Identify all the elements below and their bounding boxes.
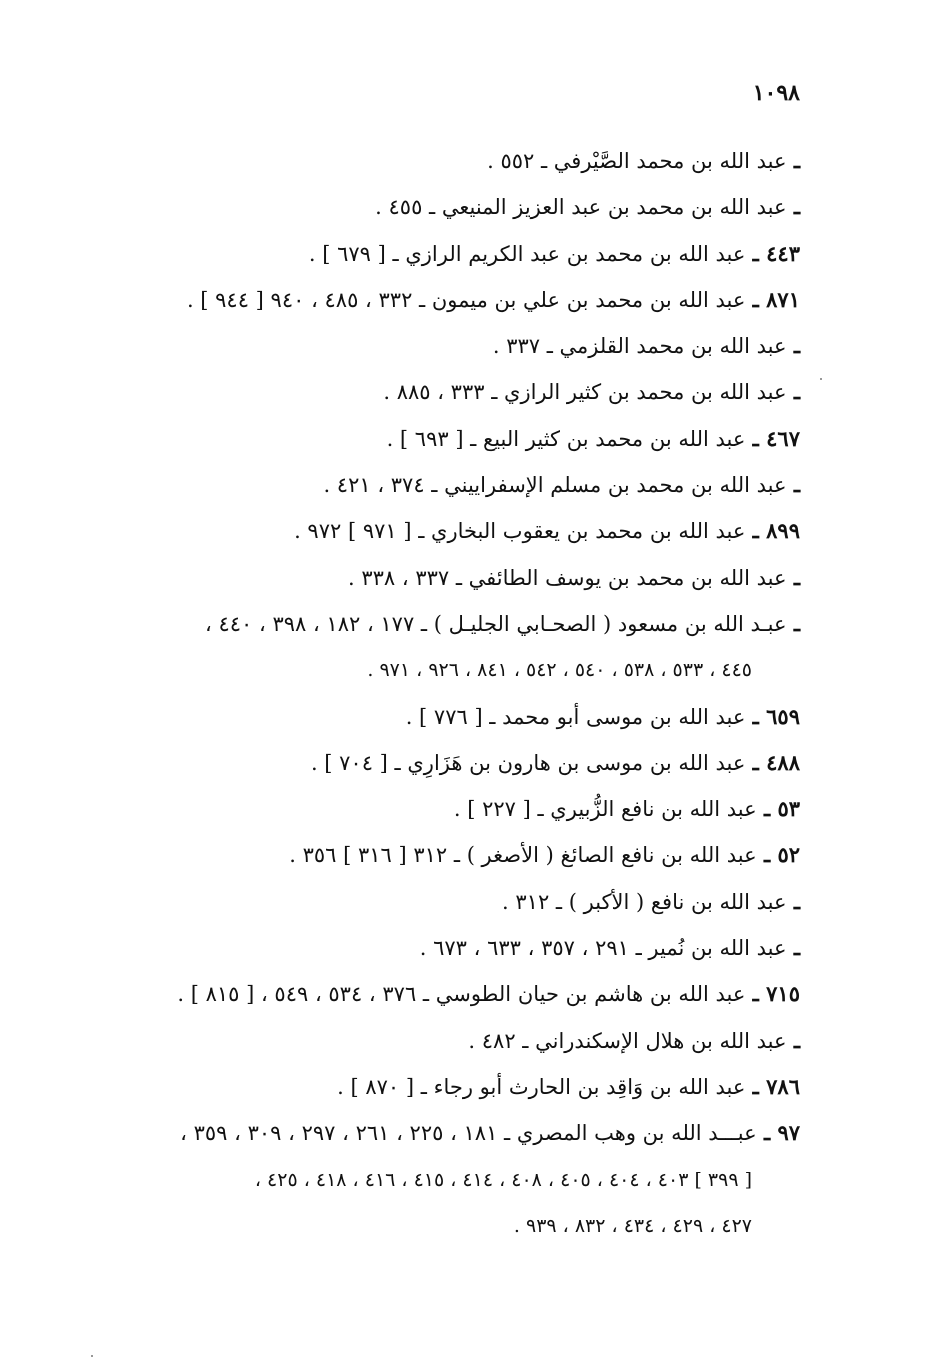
entry-first-line [100,1110,800,1156]
entry-separator: ـ [756,842,778,868]
index-entry [100,277,800,323]
entry-text: عبد الله بن نافع الصائغ ( الأصغر ) ـ ٣١٢ [ ٣١٦ ] ٣٥٦ . [289,843,757,868]
entry-separator: ـ [756,796,778,822]
entry-separator: ـ [745,240,767,266]
entry-first-line [100,184,800,230]
index-entry [100,832,800,878]
entry-separator: ـ [745,1073,767,1099]
entry-separator: ـ [745,703,767,729]
entry-text: عبد الله بن محمد بن عبد الكريم الرازي ـ [ ٦٧٩ ] . [308,241,746,266]
entry-first-line [100,832,800,878]
entry-text: عبد الله بن محمد بن مسلم الإسفراييني ـ ٣٧٤ ، ٤٢١ . [323,473,787,498]
entry-separator: ـ [786,1027,800,1053]
index-entry [100,138,800,184]
entry-text: عبد الله بن وَاقِد بن الحارث أبو رجاء ـ [ ٨٧٠ ] . [337,1074,746,1099]
index-entries-list [100,138,800,1249]
entry-text: عبد الله بن نُمير ـ ٢٩١ ، ٣٥٧ ، ٦٣٣ ، ٦٧٣ . [419,936,787,961]
entry-number: ٨٧١ [766,286,800,312]
entry-first-line [100,555,800,601]
entry-text: عبد الله بن محمد بن كثير البيع ـ [ ٦٩٣ ] . [386,426,746,451]
entry-first-line [100,925,800,971]
entry-text: عبد الله بن محمد الصَّيْرفي ـ ٥٥٢ . [487,149,787,173]
entry-separator: ـ [745,518,767,544]
entry-text: عبد الله بن محمد بن كثير الرازي ـ ٣٣٣ ، ٨٨٥ . [383,380,787,405]
index-entry [100,555,800,601]
entry-separator: ـ [745,981,767,1007]
index-entry [100,1110,800,1249]
page-number: ١٠٩٨ [752,80,800,106]
entry-first-line [100,971,800,1017]
entry-number: ٤٤٣ [766,240,800,266]
entry-text: عبـد الله بن مسعود ( الصحـابي الجليـل ) ـ ١٧٧ ، ١٨٢ ، ٣٩٨ ، ٤٤٠ ، [205,611,787,636]
entry-separator: ـ [786,194,800,220]
entry-text: عبد الله بن هلال الإسكندراني ـ ٤٨٢ . [468,1028,787,1053]
entry-separator: ـ [786,379,800,405]
index-entry [100,323,800,369]
index-entry [100,786,800,832]
entry-separator: ـ [745,286,767,312]
entry-first-line [100,1018,800,1064]
entry-separator: ـ [786,888,800,914]
entry-first-line [100,879,800,925]
entry-text: عبد الله بن محمد بن يوسف الطائفي ـ ٣٣٧ ، ٣٣٨ . [347,565,787,590]
index-entry [100,369,800,415]
entry-first-line [100,786,800,832]
entry-text: [ ٣٩٩ ] ٤٠٣ ، ٤٠٤ ، ٤٠٥ ، ٤٠٨ ، ٤١٤ ، ٤١٥ ، ٤١٦ ، ٤١٨ ، ٤٢٥ ، [254,1168,752,1191]
entry-text: عبد الله بن هاشم بن حيان الطوسي ـ ٣٧٦ ، ٥٣٤ ، ٥٤٩ ، [ ٨١٥ ] . [177,982,746,1007]
entry-number: ٧٨٦ [766,1073,800,1099]
index-entry [100,462,800,508]
entry-text: عبد الله بن موسى بن هارون بن هَزَارِي ـ [ ٧٠٤ ] . [310,750,746,775]
entry-separator: ـ [786,148,800,173]
entry-number: ٤٨٨ [766,749,800,775]
entry-first-line [100,601,800,647]
entry-number: ٦٥٩ [766,703,800,729]
entry-number: ٥٣ [777,796,800,822]
entry-number: ٨٩٩ [766,518,800,544]
scan-speck [91,1355,93,1357]
index-entry [100,925,800,971]
index-entry [100,1018,800,1064]
entry-first-line [100,277,800,323]
entry-separator: ـ [786,935,800,961]
entry-number: ٤٦٧ [766,425,800,451]
index-entry [100,740,800,786]
entry-first-line [100,508,800,554]
entry-separator: ـ [786,610,800,636]
entry-text: عبد الله بن نافع الزُّبيري ـ [ ٢٢٧ ] . [453,797,757,822]
entry-separator: ـ [786,472,800,498]
index-entry [100,184,800,230]
index-entry [100,879,800,925]
index-entry [100,971,800,1017]
entry-separator: ـ [745,425,767,451]
entry-text: عبـــد الله بن وهب المصري ـ ١٨١ ، ٢٢٥ ، ٢٦١ ، ٢٩٧ ، ٣٠٩ ، ٣٥٩ ، [180,1121,757,1146]
entry-text: عبد الله بن محمد القلزمي ـ ٣٣٧ . [492,334,787,359]
index-entry [100,1064,800,1110]
index-entry [100,601,800,694]
entry-first-line [100,740,800,786]
entry-first-line [100,694,800,740]
entry-continuation-line [100,1157,800,1203]
entry-first-line [100,369,800,415]
entry-continuation-line [100,1203,800,1249]
entry-first-line [100,416,800,462]
index-entry [100,416,800,462]
entry-continuation-line [100,647,800,693]
index-entry [100,694,800,740]
entry-text: عبد الله بن نافع ( الأكبر ) ـ ٣١٢ . [502,889,787,914]
entry-text: عبد الله بن محمد بن عبد العزيز المنيعي ـ ٤٥٥ . [375,195,787,220]
entry-number: ٥٢ [777,842,800,868]
entry-separator: ـ [786,564,800,590]
entry-text: عبد الله بن موسى أبو محمد ـ [ ٧٧٦ ] . [405,704,746,729]
entry-first-line [100,138,800,184]
entry-text: ٤٤٥ ، ٥٣٣ ، ٥٣٨ ، ٥٤٠ ، ٥٤٢ ، ٨٤١ ، ٩٢٦ ، ٩٧١ . [367,659,752,682]
entry-text: عبد الله بن محمد بن يعقوب البخاري ـ [ ٩٧١ ] ٩٧٢ . [294,519,746,544]
entry-separator: ـ [786,333,800,359]
entry-first-line [100,1064,800,1110]
entry-number: ٩٧ [777,1120,800,1146]
entry-first-line [100,462,800,508]
entry-first-line [100,231,800,277]
entry-first-line [100,323,800,369]
entry-text: ٤٢٧ ، ٤٢٩ ، ٤٣٤ ، ٨٣٢ ، ٩٣٩ . [513,1214,752,1237]
entry-separator: ـ [745,749,767,775]
entry-text: عبد الله بن محمد بن علي بن ميمون ـ ٣٣٢ ، ٤٨٥ ، ٩٤٠ [ ٩٤٤ ] . [186,287,746,312]
entry-number: ٧١٥ [766,981,800,1007]
scan-speck [820,378,822,380]
entry-separator: ـ [756,1120,778,1146]
index-entry [100,508,800,554]
index-entry [100,231,800,277]
